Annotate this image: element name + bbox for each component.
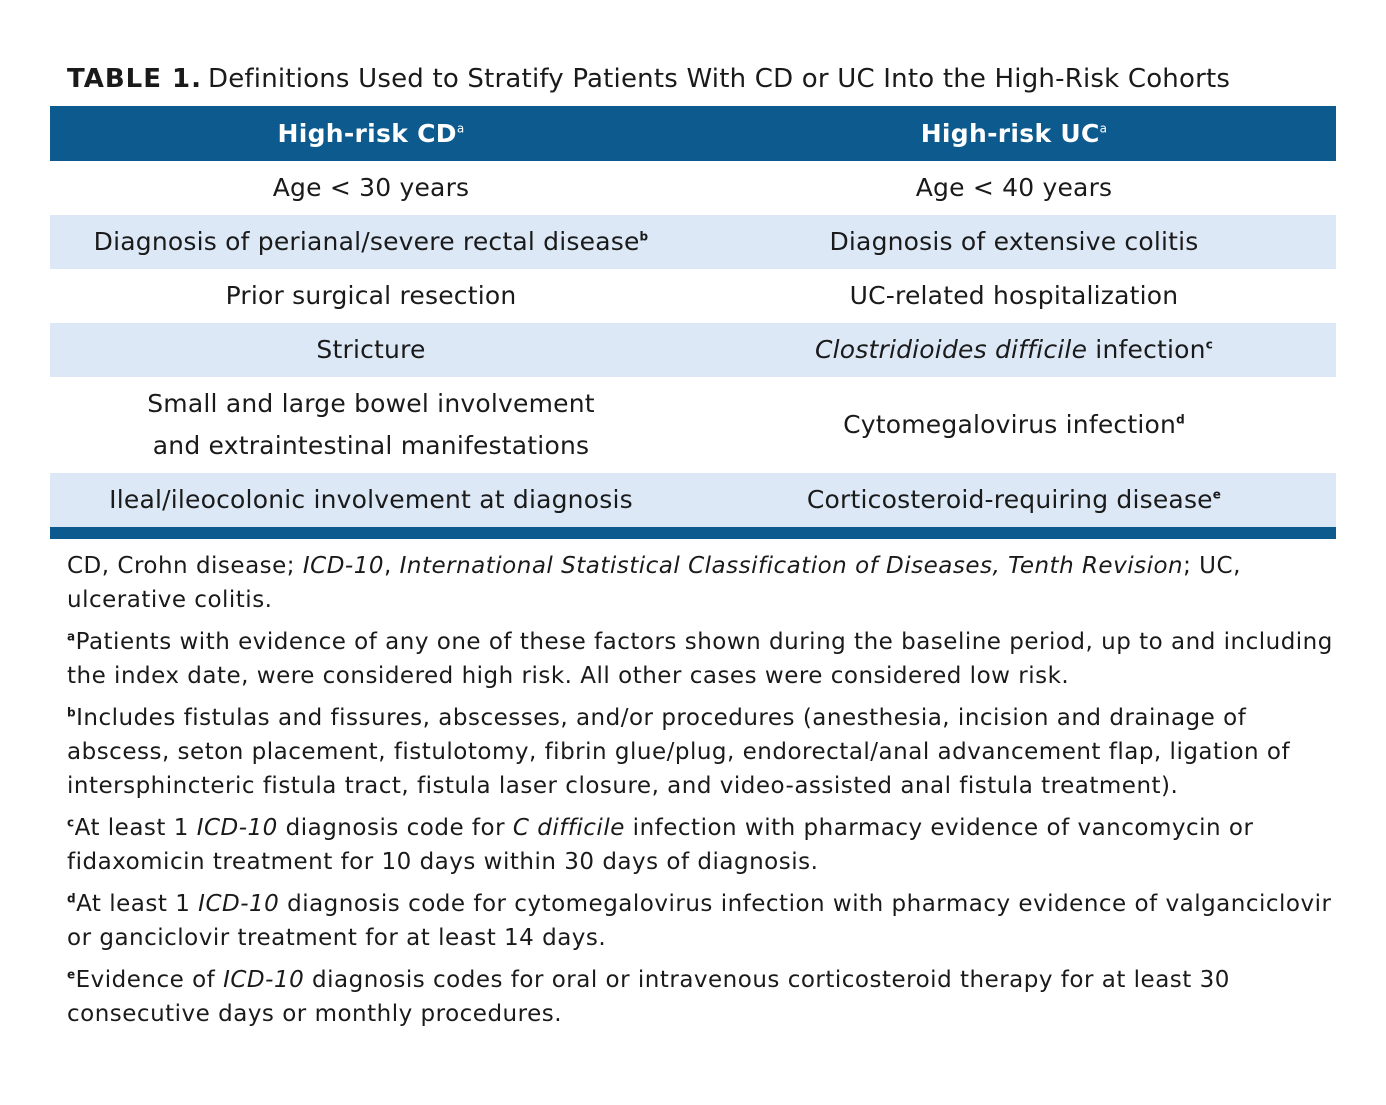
table-row [50,377,1336,473]
table-caption [67,62,1230,96]
header-high-risk-uc: High-risk $UC^a$ [692,106,1336,161]
table-header-row [50,106,1336,161]
footnote-mark: a [1099,121,1108,136]
cd-cell: Ileal/ileocolonic involvement at diagnosis [50,473,692,527]
table-row [50,269,1336,323]
cd-cell: Stricture [50,323,692,377]
cd-cell: Prior surgical resection [225,281,517,310]
cd-cell: Diagnosis of perianal/severe rectal disease$^b$ [50,215,692,269]
table-footnotes [67,549,1337,1039]
footnote-mark: d [67,891,77,906]
table-label: TABLE 1. [67,64,203,94]
footnote-b: $^b$Includes fistulas and fissures, abscesses, and/or procedures (anesthesia, incision and drainage of abscess, seton placement, fistulotomy, fibrin glue/plug, endorectal/anal advancement flap, ligation of intersphincteric fistula tract, fistula laser closure, and video-assisted anal fistula treatment). [67,705,1291,799]
footnote-d: $^d$At least 1 ICD-10 diagnosis code for cytomegalovirus infection with pharmacy evidence of valganciclovir or ganciclovir treatment for at least 14 days. [67,891,1332,951]
footnote-abbreviations: CD, Crohn disease; ICD-10, International Statistical Classification of Diseases, Tenth Revision; UC, ulcerative colitis. [67,553,1241,613]
uc-cell: Clostridioides difficile infection$^c$ [692,323,1336,377]
footnote-mark: c [1205,337,1214,352]
cd-cell: Small and large bowel involvement and extraintestinal manifestations [147,389,595,460]
table-row [50,161,1336,215]
table-bottom-rule [50,527,1336,539]
footnote-mark: c [67,815,75,830]
cd-cell: Age < 30 years [272,173,470,202]
footnote-mark: d [1176,412,1185,427]
footnote-mark: e [67,967,76,982]
risk-definitions-table [50,106,1336,539]
uc-cell: Corticosteroid-requiring disease$^e$ [692,473,1336,527]
table-row [50,323,1336,377]
uc-cell: Diagnosis of extensive colitis [692,215,1336,269]
uc-cell: UC-related hospitalization [849,281,1179,310]
table-title: Definitions Used to Stratify Patients With CD or UC Into the High-Risk Cohorts [208,64,1231,94]
uc-cell: Age < 40 years [915,173,1113,202]
footnote-c: $^c$At least 1 ICD-10 diagnosis code for C difficile infection with pharmacy evidence of vancomycin or fidaxomicin treatment for 10 days within 30 days of diagnosis. [67,815,1254,875]
footnote-mark: e [1212,487,1222,502]
header-high-risk-cd: High-risk $CD^a$ [50,106,692,161]
footnote-e: $^e$Evidence of ICD-10 diagnosis codes for oral or intravenous corticosteroid therapy for at least 30 consecutive days or monthly procedures. [67,967,1230,1027]
footnote-mark: b [67,705,77,720]
table-row [50,473,1336,527]
footnote-mark: a [456,121,465,136]
table-row [50,215,1336,269]
footnote-mark: a [67,629,76,644]
footnote-mark: b [639,229,649,244]
uc-cell: Cytomegalovirus infection$^d$ [843,410,1185,439]
footnote-a: $^a$Patients with evidence of any one of these factors shown during the baseline period, up to and including the index date, were considered high risk. All other cases were considered low risk. [67,629,1333,689]
